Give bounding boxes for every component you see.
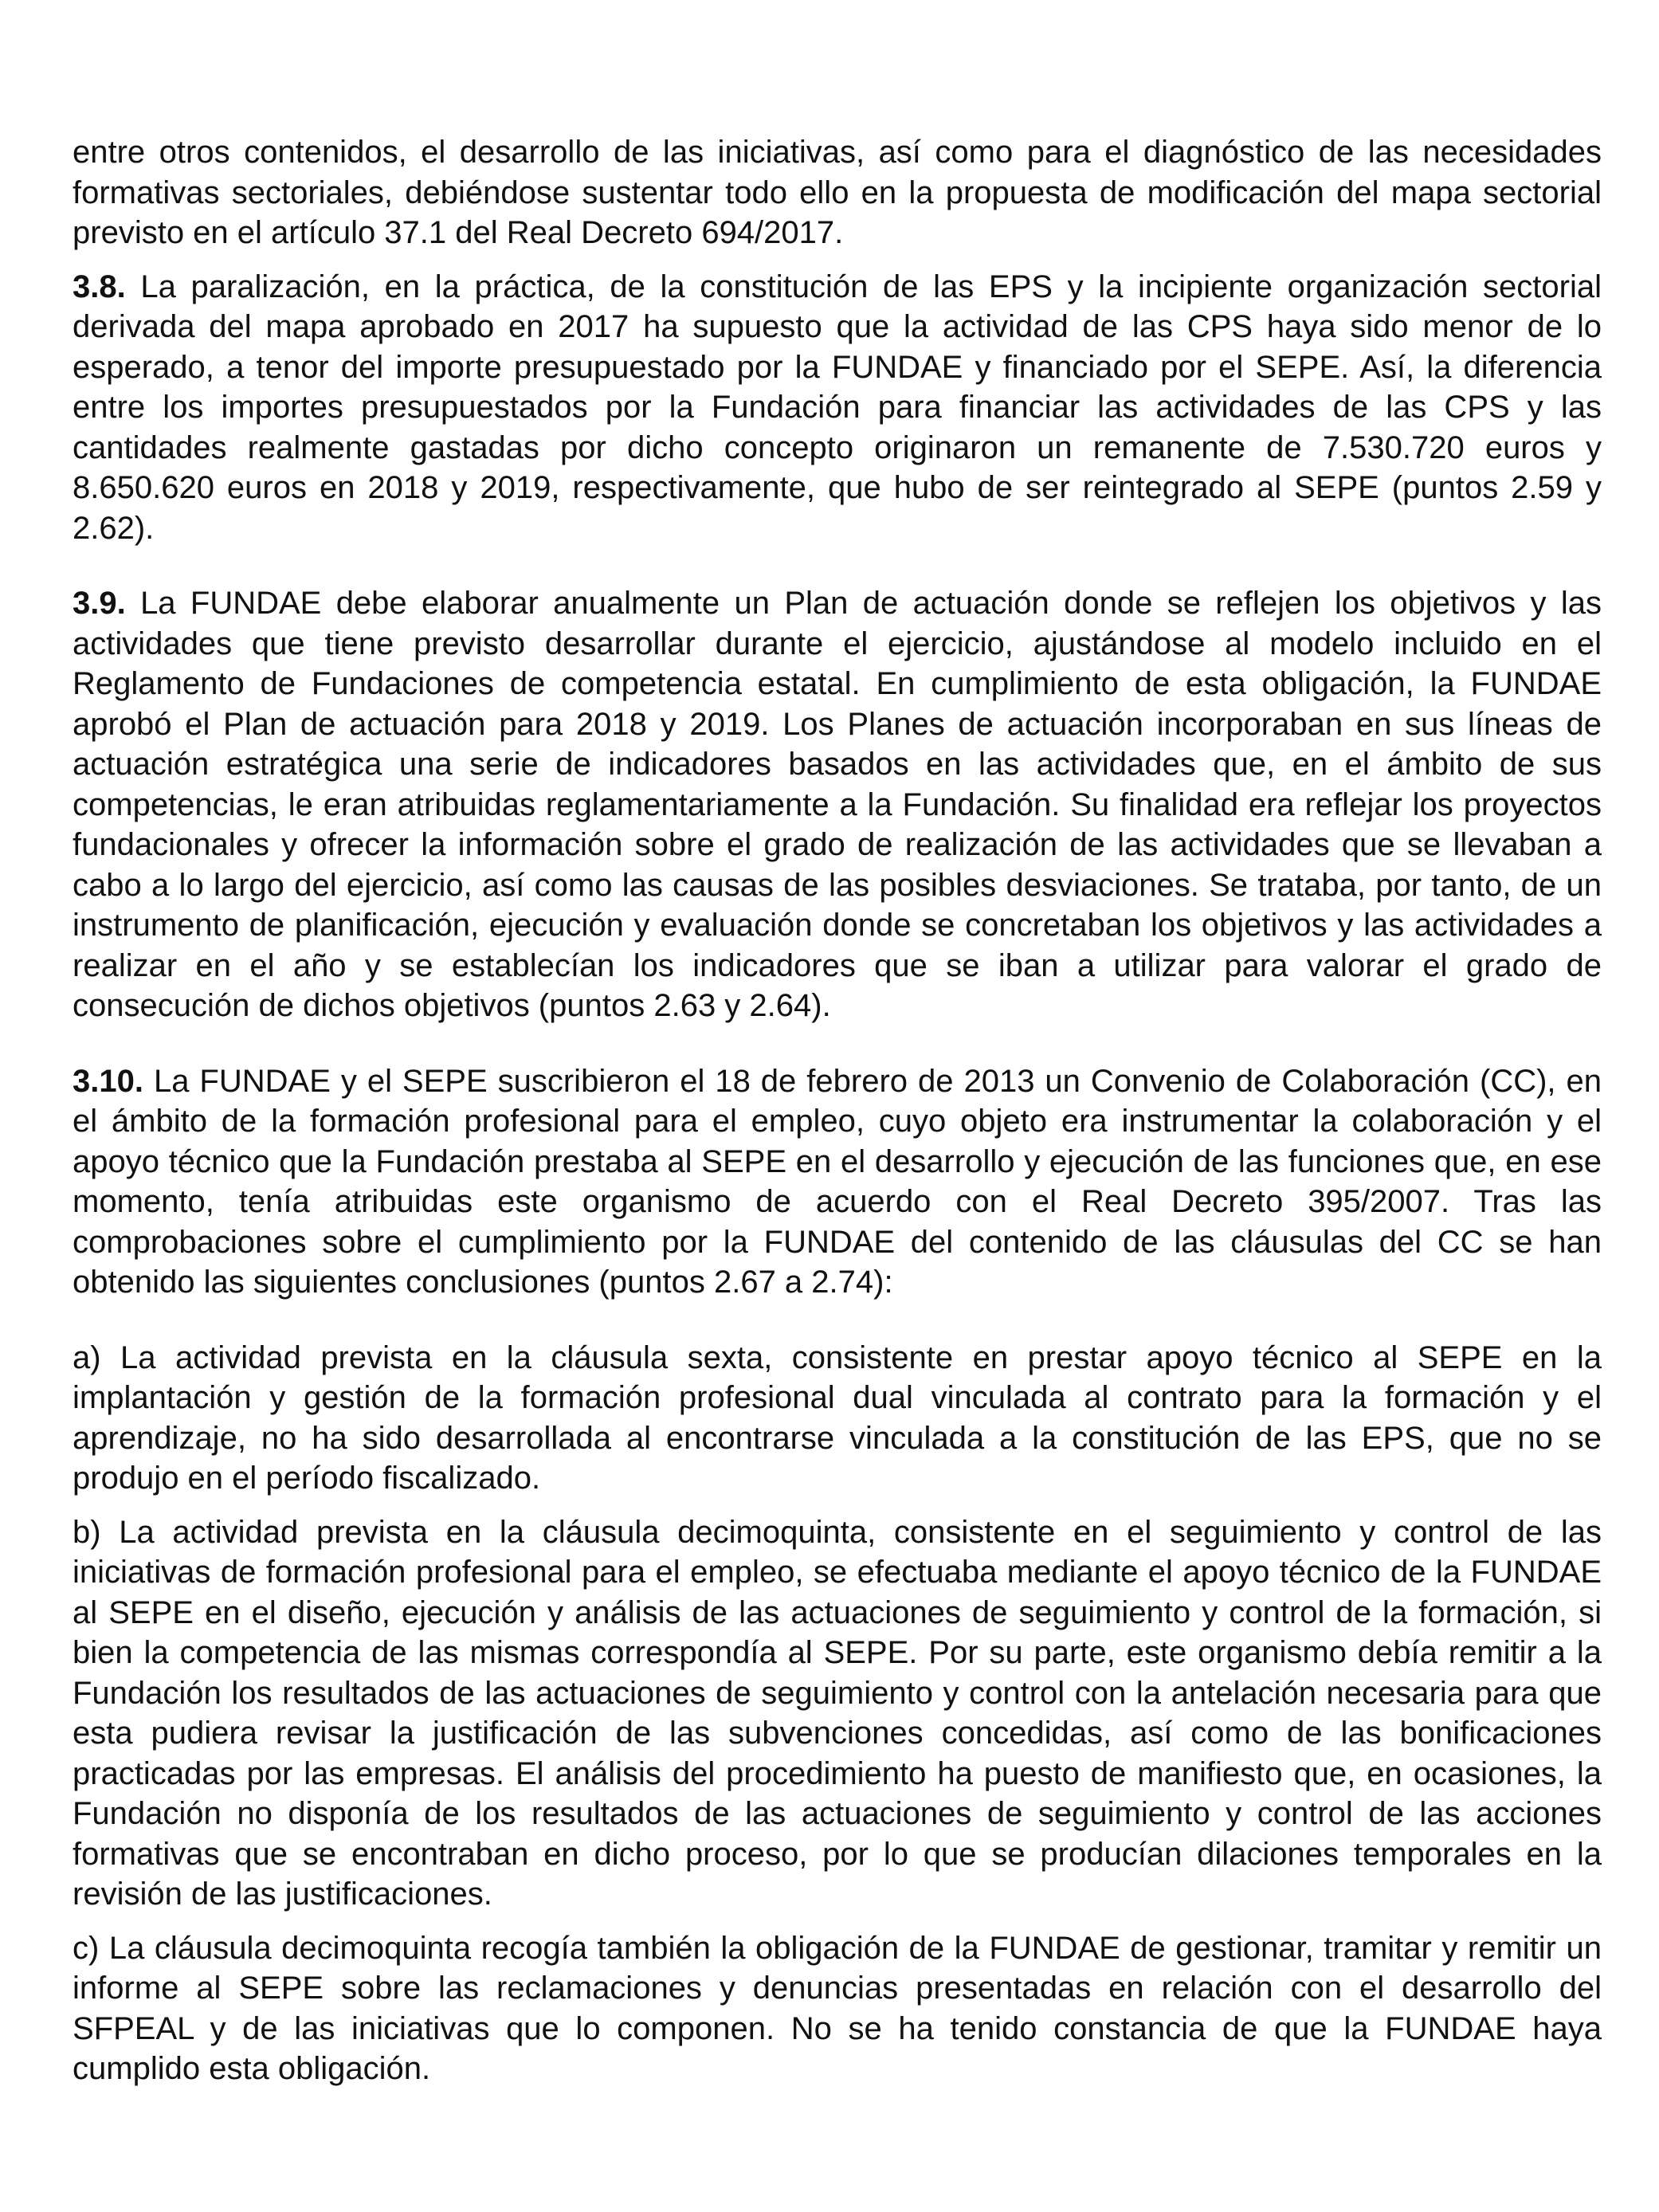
list-item-a: a) La actividad prevista en la cláusula sexta, consistente en prestar apoyo técnico al SEPE en la implantación y gestión de la formación profesional dual vinculada al contrato para la formación y el aprendizaje, no ha sido desarrollada al encontrarse vinculada a la constitución de las EPS, que no se produjo en el período fiscalizado. [73, 1339, 1602, 1496]
paragraph-number: 3.9. [73, 586, 126, 621]
paragraph-text: La FUNDAE debe elaborar anualmente un Plan de actuación donde se reflejen los objetivos y las actividades que tiene previsto desarrollar durante el ejercicio, ajustándose al modelo incluido en el Reglamento de Fundaciones de competencia estatal. En cumplimiento de esta obligación, la FUNDAE aprobó el Plan de actuación para 2018 y 2019. Los Planes de actuación incorporaban en sus líneas de actuación estratégica una serie de indicadores basados en las actividades que, en el ámbito de sus competencias, le eran atribuidas reglamentariamente a la Fundación. Su finalidad era reflejar los proyectos fundacionales y ofrecer la información sobre el grado de realización de las actividades que se llevaban a cabo a lo largo del ejercicio, así como las causas de las posibles desviaciones. Se trataba, por tanto, de un instrumento de planificación, ejecución y evaluación donde se concretaban los objetivos y las actividades a realizar en el año y se establecían los indicadores que se iban a utilizar para valorar el grado de consecución de dichos objetivos (puntos 2.63 y 2.64). [73, 586, 1602, 1023]
paragraph-number: 3.8. [73, 269, 126, 304]
paragraph-intro: entre otros contenidos, el desarrollo de las iniciativas, así como para el diagnóstico de las necesidades formativas sectoriales, debiéndose sustentar todo ello en la propuesta de modificación del mapa sectorial previsto en el artículo 37.1 del Real Decreto 694/2017. [73, 135, 1602, 250]
paragraph-number: 3.10. [73, 1063, 143, 1099]
paragraph-text: La paralización, en la práctica, de la constitución de las EPS y la incipiente organización sectorial derivada del mapa aprobado en 2017 ha supuesto que la actividad de las CPS haya sido menor de lo esperado, a tenor del importe presupuestado por la FUNDAE y financiado por el SEPE. Así, la diferencia entre los importes presupuestados por la Fundación para financiar las actividades de las CPS y las cantidades realmente gastadas por dicho concepto originaron un remanente de 7.530.720 euros y 8.650.620 euros en 2018 y 2019, respectivamente, que hubo de ser reintegrado al SEPE (puntos 2.59 y 2.62). [73, 269, 1602, 546]
paragraph-3-9 [73, 583, 1602, 1026]
paragraph-text: La FUNDAE y el SEPE suscribieron el 18 de febrero de 2013 un Convenio de Colaboración (CC), en el ámbito de la formación profesional para el empleo, cuyo objeto era instrumentar la colaboración y el apoyo técnico que la Fundación prestaba al SEPE en el desarrollo y ejecución de las funciones que, en ese momento, tenía atribuidas este organismo de acuerdo con el Real Decreto 395/2007. Tras las comprobaciones sobre el cumplimiento por la FUNDAE del contenido de las cláusulas del CC se han obtenido las siguientes conclusiones (puntos 2.67 a 2.74): [73, 1063, 1602, 1300]
paragraph-3-10 [73, 1061, 1602, 1303]
document-page [73, 132, 1602, 2089]
list-item-b: b) La actividad prevista en la cláusula decimoquinta, consistente en el seguimiento y control de las iniciativas de formación profesional para el empleo, se efectuaba mediante el apoyo técnico de la FUNDAE al SEPE en el diseño, ejecución y análisis de las actuaciones de seguimiento y control de la formación, si bien la competencia de las mismas correspondía al SEPE. Por su parte, este organismo debía remitir a la Fundación los resultados de las actuaciones de seguimiento y control con la antelación necesaria para que esta pudiera revisar la justificación de las subvenciones concedidas, así como de las bonificaciones practicadas por las empresas. El análisis del procedimiento ha puesto de manifiesto que, en ocasiones, la Fundación no disponía de los resultados de las actuaciones de seguimiento y control de las acciones formativas que se encontraban en dicho proceso, por lo que se producían dilaciones temporales en la revisión de las justificaciones. [73, 1514, 1602, 1912]
paragraph-3-8 [73, 267, 1602, 549]
list-item-c: c) La cláusula decimoquinta recogía también la obligación de la FUNDAE de gestionar, tramitar y remitir un informe al SEPE sobre las reclamaciones y denuncias presentadas en relación con el desarrollo del SFPEAL y de las iniciativas que lo componen. No se ha tenido constancia de que la FUNDAE haya cumplido esta obligación. [73, 1930, 1602, 2086]
